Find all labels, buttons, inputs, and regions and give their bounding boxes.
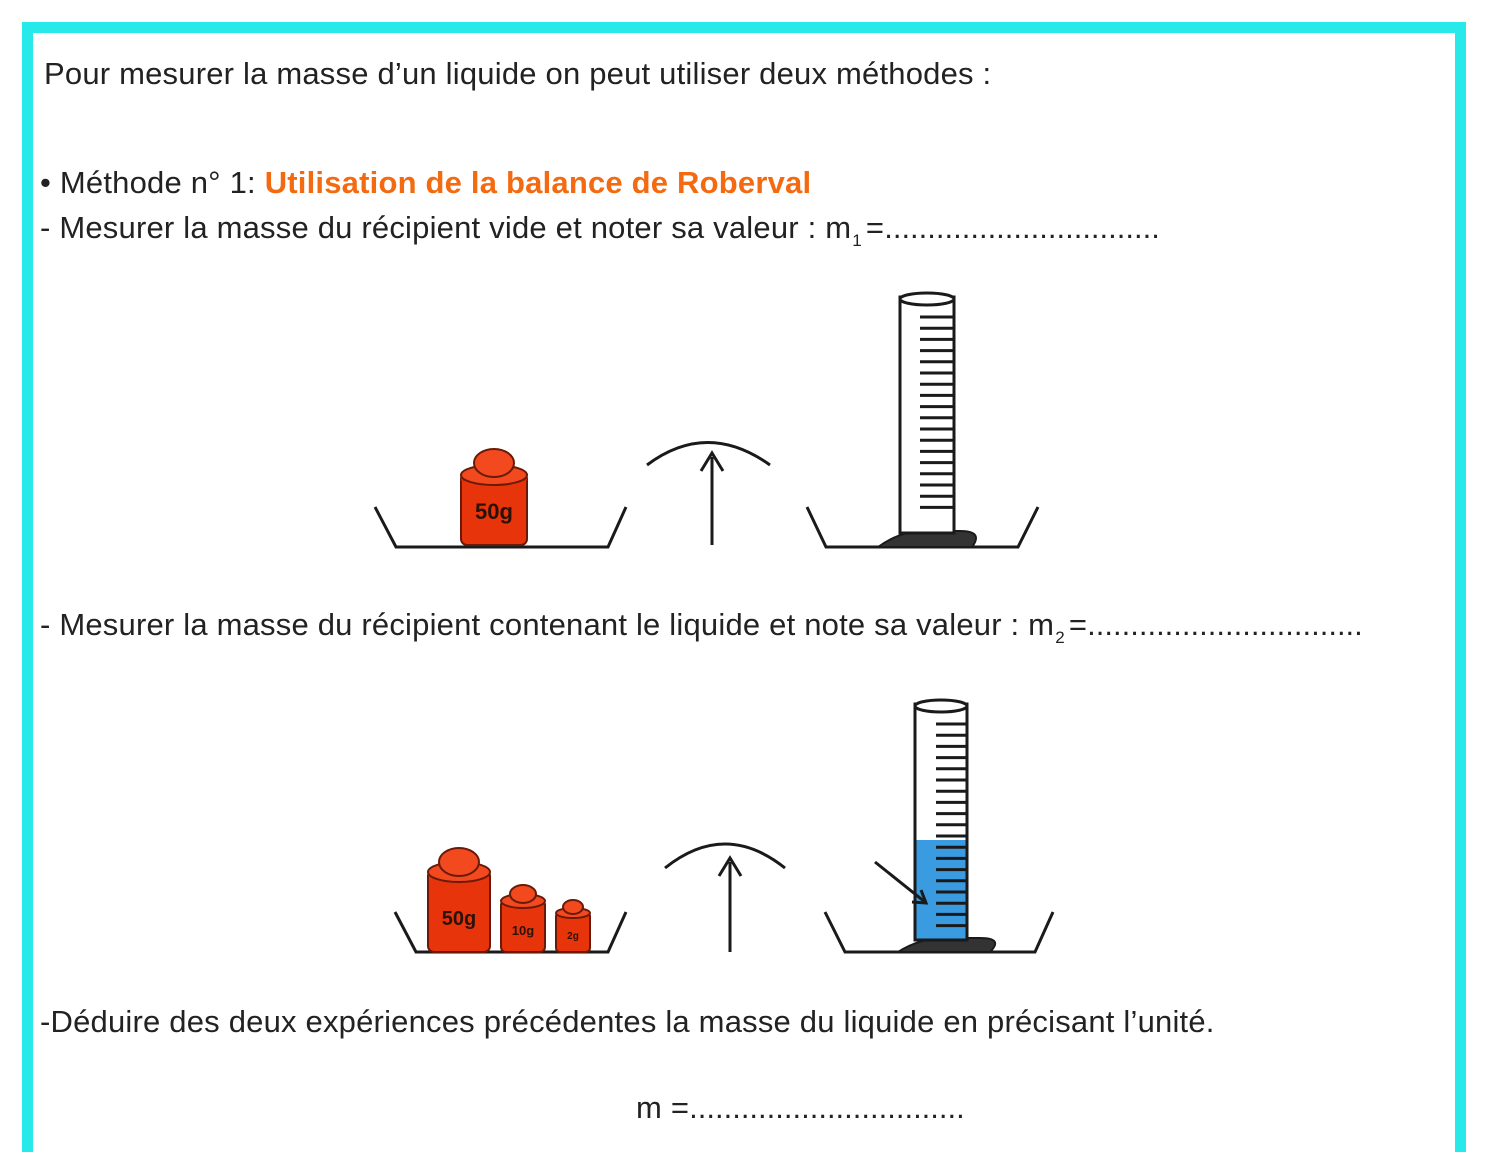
method-1-highlight: Utilisation de la balance de Roberval	[264, 165, 812, 200]
weight-2g	[556, 900, 590, 952]
deduce-instruction: -Déduire des deux expériences précédentes la masse du liquide en précisant l’unité.	[40, 1004, 1215, 1039]
step-1-blank[interactable]: ................................	[884, 210, 1160, 245]
balance-figure-with-liquid	[380, 690, 1080, 970]
step-2-blank[interactable]: ................................	[1087, 607, 1363, 642]
result-line	[636, 1090, 965, 1126]
step-2	[40, 607, 1363, 648]
method-1-title	[40, 165, 811, 201]
step-1-subscript: 1	[852, 231, 862, 250]
weight-50g-label: 50g	[475, 499, 513, 524]
weight-50g	[461, 449, 527, 545]
graduated-cylinder-with-liquid	[875, 700, 967, 940]
step-1-equals: =	[865, 210, 885, 245]
step-2-equals: =	[1068, 607, 1088, 642]
weight-10g	[501, 885, 545, 952]
method-1-prefix: Méthode n° 1:	[59, 165, 256, 200]
weight-50g-label: 50g	[441, 908, 477, 930]
step-2-subscript: 2	[1055, 628, 1065, 647]
weight-10g-label: 10g	[511, 923, 535, 938]
intro-text: Pour mesurer la masse d’un liquide on peut utiliser deux méthodes :	[44, 56, 992, 91]
step-1	[40, 210, 1160, 251]
step-1-text: - Mesurer la masse du récipient vide et noter sa valeur : m	[40, 210, 852, 245]
bullet: •	[40, 165, 52, 200]
step-2-text: - Mesurer la masse du récipient contenant le liquide et note sa valeur : m	[40, 607, 1055, 642]
graduated-cylinder-empty	[900, 293, 954, 533]
result-blank[interactable]: ................................	[689, 1090, 965, 1125]
balance-arc	[647, 443, 770, 466]
weight-2g-label: 2g	[567, 931, 579, 942]
result-label: m =	[636, 1090, 690, 1125]
balance-figure-empty	[360, 285, 1060, 565]
weight-50g	[428, 848, 490, 952]
